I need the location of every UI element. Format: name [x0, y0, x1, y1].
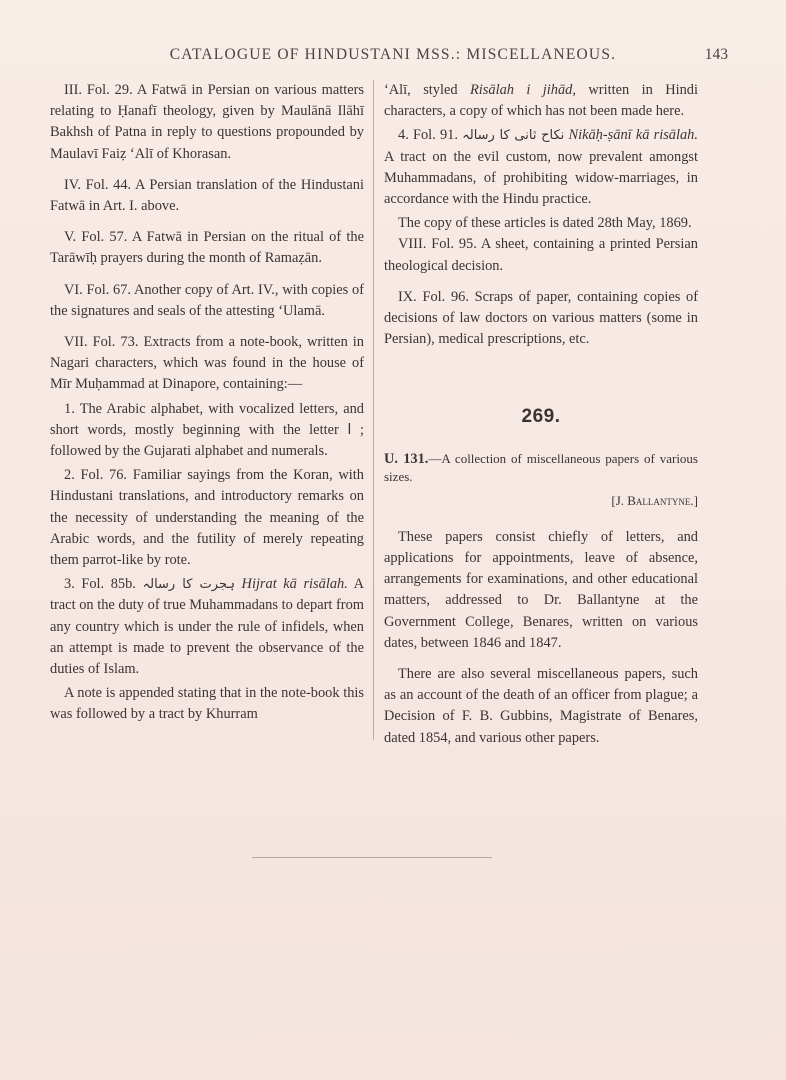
- article-vii-item-3: [50, 574, 364, 680]
- running-title: CATALOGUE OF HINDUSTANI MSS.: MISCELLANEOUS.: [169, 46, 617, 63]
- closing-rule: [252, 857, 492, 858]
- item-3-description: A tract on the duty of true Muhammadans to depart from any country which is under the rule of infidels, when an attempt is made to prevent the observance of the duties of Islam.: [50, 576, 365, 678]
- entry-attribution: [J. Ballantyne.]: [611, 492, 698, 508]
- entry-description: —A collection of miscellaneous papers of various sizes.: [384, 450, 698, 484]
- page-header: [0, 46, 786, 68]
- item-4-folio: 4. Fol. 91.: [398, 127, 458, 144]
- article-vii-note: A note is appended stating that in the note-book this was followed by a tract by Khurram: [50, 685, 364, 723]
- entry-paragraph-2: There are also several miscellaneous papers, such as an account of the death of an officer from plague; a Decision of F. B. Gubbins, Magistrate of Benares, dated 1854, and various other papers.: [384, 666, 698, 746]
- article-vii-item-1: 1. The Arabic alphabet, with vocalized letters, and short words, mostly beginning with the letter ا ; followed by the Gujarati alphabet and numerals.: [50, 400, 364, 460]
- article-iv: IV. Fol. 44. A Persian translation of the Hindustani Fatwā in Art. I. above.: [50, 176, 364, 215]
- entry-heading: [384, 450, 698, 486]
- article-vii: VII. Fol. 73. Extracts from a note-book, written in Nagari characters, which was found in the house of Mīr Muḥammad at Dinapore, containing:—: [50, 334, 364, 393]
- article-vi: VI. Fol. 67. Another copy of Art. IV., with copies of the signatures and seals of the attesting ʻUlamā.: [50, 281, 364, 319]
- right-column: [384, 80, 698, 759]
- article-vii-item-2: 2. Fol. 76. Familiar sayings from the Koran, with Hindustani translations, and introductory remarks on the necessity of understanding the meaning of the Arabic words, and the futility of merely repeating them parrot-like by rote.: [50, 467, 364, 569]
- article-viii: VIII. Fol. 95. A sheet, containing a printed Persian theological decision.: [384, 236, 698, 274]
- article-iii: III. Fol. 29. A Fatwā in Persian on various matters relating to Ḥanafī theology, given by Maulānā Ilāhī Bakhsh of Patna in reply to questions propounded by Maulavī Faiẓ ʻAlī of Khorasan.: [50, 82, 364, 162]
- shelf-mark: U. 131.: [384, 450, 429, 467]
- note-cont-title: Risālah i jihād,: [470, 82, 576, 98]
- article-vii-date: The copy of these articles is dated 28th May, 1869.: [398, 215, 692, 232]
- article-v: V. Fol. 57. A Fatwā in Persian on the ritual of the Tarāwīḥ prayers during the month of Ramaẓān.: [50, 229, 364, 267]
- article-vii-note-continued: [384, 80, 698, 122]
- entry-number: 269.: [521, 406, 561, 428]
- left-column: [50, 80, 364, 726]
- item-4-urdu-title: نکاح ثانی کا رسالہ: [462, 128, 565, 144]
- entry-paragraph-1: These papers consist chiefly of letters, and applications for appointments, leave of absence, arrangements for examinations, and other educational matters, addressed to Dr. Ballantyne at the Government College, Benares, written on various dates, between 1846 and 1847.: [384, 528, 698, 651]
- note-cont-lead: ʻAlī, styled: [384, 82, 458, 98]
- item-3-transliteration: Hijrat kā risālah.: [241, 576, 348, 593]
- note-cont-rest: written in Hindi characters, a copy of which has not been made here.: [384, 82, 698, 120]
- item-3-folio: 3. Fol. 85b.: [64, 576, 136, 593]
- page-number: 143: [704, 46, 728, 63]
- article-vii-item-4: [384, 125, 698, 210]
- article-ix: IX. Fol. 96. Scraps of paper, containing copies of decisions of law doctors on various matters (some in Persian), medical prescriptions, etc.: [384, 288, 698, 348]
- item-3-urdu-title: ہجرت کا رسالہ: [142, 577, 235, 593]
- column-divider: [373, 80, 374, 740]
- item-4-description: A tract on the evil custom, now prevalent amongst Muhammadans, of prohibiting widow-marriages, in accordance with the Hindu practice.: [384, 148, 698, 208]
- item-4-transliteration: Nikāḥ-ṣānī kā risālah.: [568, 127, 698, 144]
